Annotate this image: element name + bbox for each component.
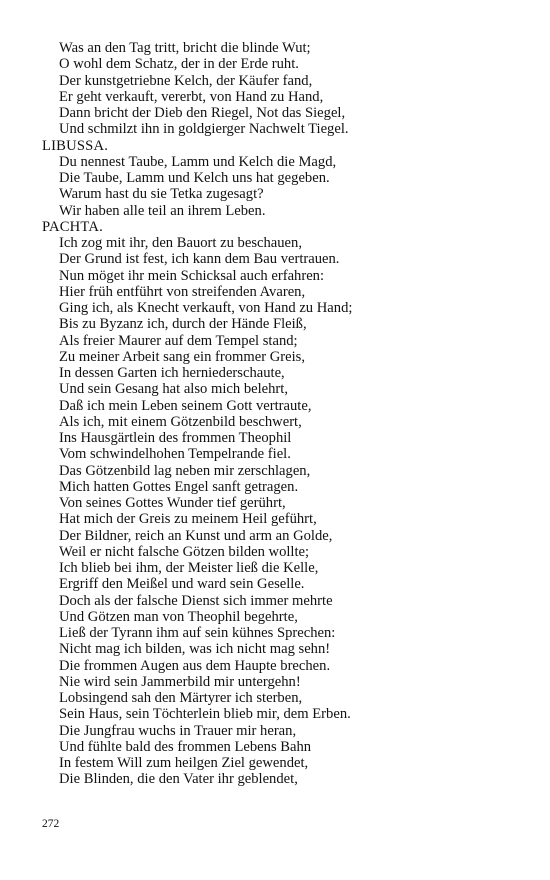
verse-line: In festem Will zum heilgen Ziel gewendet,	[59, 755, 309, 771]
verse-line: Und schmilzt ihn in goldgierger Nachwelt Tiegel.	[59, 121, 349, 138]
verse-line: Der kunstgetriebne Kelch, der Käufer fand,	[59, 72, 313, 89]
speaker-name: LIBUSSA.	[42, 137, 109, 154]
verse-line: Vom schwindelhohen Tempelrande fiel.	[59, 446, 291, 463]
verse-line: Das Götzenbild lag neben mir zerschlagen,	[59, 462, 311, 479]
verse-line: Die frommen Augen aus dem Haupte brechen.	[59, 657, 331, 674]
verse-line: Ergriff den Meißel und ward sein Geselle.	[59, 576, 305, 593]
verse-line: Ließ der Tyrann ihm auf sein kühnes Sprechen:	[59, 625, 336, 641]
verse-line: Sein Haus, sein Töchterlein blieb mir, dem Erben.	[59, 706, 351, 723]
verse-line: Lobsingend sah den Märtyrer ich sterben,	[59, 690, 303, 706]
verse-line: Der Grund ist fest, ich kann dem Bau vertrauen.	[59, 251, 340, 268]
verse-line: Ins Hausgärtlein des frommen Theophil	[59, 430, 292, 446]
verse-line: Und fühlte bald des frommen Lebens Bahn	[59, 738, 312, 755]
verse-line: Weil er nicht falsche Götzen bilden wollte;	[59, 543, 310, 560]
verse-line: Die Taube, Lamm und Kelch uns hat gegeben.	[59, 170, 330, 186]
verse-line: Hier früh entführt von streifenden Avaren,	[59, 283, 306, 300]
verse-line: Die Blinden, die den Vater ihr geblendet,	[59, 771, 298, 788]
verse-line: Die Jungfrau wuchs in Trauer mir heran,	[59, 722, 297, 739]
verse-line: Er geht verkauft, vererbt, von Hand zu Hand,	[59, 88, 324, 105]
page-number: 272	[42, 818, 60, 830]
verse-line: Und sein Gesang hat also mich belehrt,	[59, 381, 288, 398]
verse-line: Dann bricht der Dieb den Riegel, Not das Siegel,	[59, 105, 346, 121]
verse-line: Hat mich der Greis zu meinem Heil geführt,	[59, 511, 317, 528]
verse-line: Daß ich mein Leben seinem Gott vertraute,	[59, 397, 312, 414]
verse-text	[42, 40, 512, 788]
verse-line: Zu meiner Arbeit sang ein frommer Greis,	[59, 348, 305, 365]
verse-line: Nie wird sein Jammerbild mir untergehn!	[59, 673, 301, 690]
verse-line: Du nennest Taube, Lamm und Kelch die Magd,	[59, 153, 337, 170]
verse-line: Wir haben alle teil an ihrem Leben.	[59, 202, 266, 219]
verse-line: Als ich, mit einem Götzenbild beschwert,	[59, 413, 302, 430]
verse-line: Bis zu Byzanz ich, durch der Hände Fleiß,	[59, 316, 307, 333]
verse-line: Ich blieb bei ihm, der Meister ließ die Kelle,	[59, 560, 319, 576]
verse-line: Doch als der falsche Dienst sich immer mehrte	[59, 592, 333, 609]
verse-line: In dessen Garten ich herniederschaute,	[59, 365, 285, 381]
speaker-name: PACHTA.	[42, 218, 103, 235]
verse-line: Als freier Maurer auf dem Tempel stand;	[59, 332, 298, 349]
verse-line: Und Götzen man von Theophil begehrte,	[59, 608, 298, 625]
verse-line: O wohl dem Schatz, der in der Erde ruht.	[59, 56, 299, 73]
verse-line: Was an den Tag tritt, bricht die blinde Wut;	[59, 40, 311, 56]
verse-line: Ich zog mit ihr, den Bauort zu beschauen,	[59, 235, 302, 251]
verse-line: Von seines Gottes Wunder tief gerührt,	[59, 495, 286, 511]
verse-line: Der Bildner, reich an Kunst und arm an Golde,	[59, 527, 333, 544]
verse-line: Ging ich, als Knecht verkauft, von Hand zu Hand;	[59, 300, 353, 316]
verse-line: Nicht mag ich bilden, was ich nicht mag sehn!	[59, 641, 331, 658]
verse-line: Mich hatten Gottes Engel sanft getragen.	[59, 478, 299, 495]
verse-line: Nun möget ihr mein Schicksal auch erfahren:	[59, 267, 325, 284]
verse-line: Warum hast du sie Tetka zugesagt?	[59, 186, 264, 203]
